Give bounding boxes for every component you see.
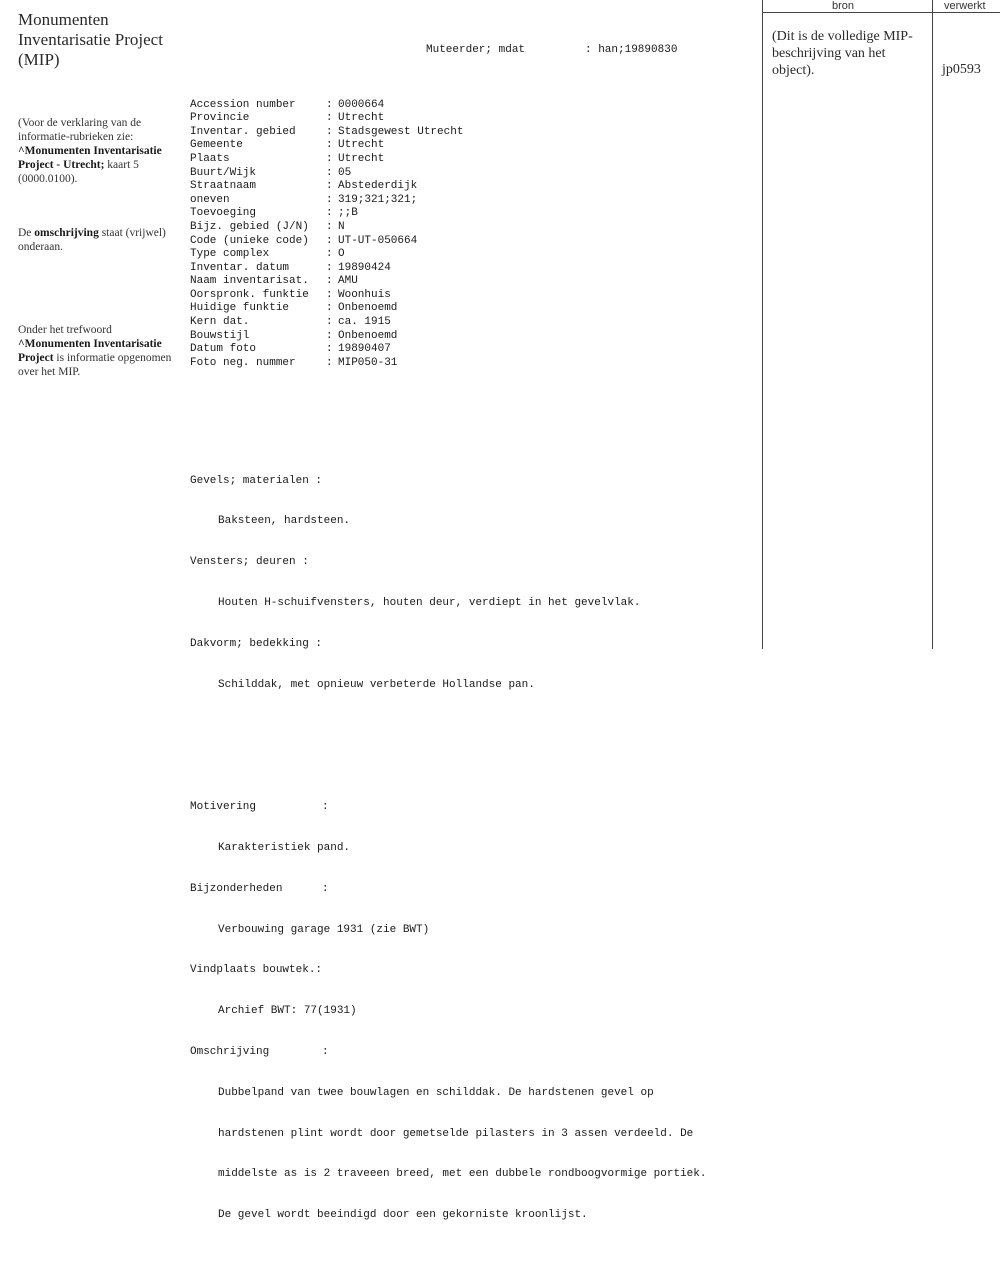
omschrijving-line-1: Dubbelpand van twee bouwlagen en schilddak. De hardstenen gevel op xyxy=(218,1086,654,1099)
field-value: Utrecht xyxy=(338,112,385,125)
record-field-row xyxy=(190,289,750,303)
field-separator: : xyxy=(326,248,333,261)
field-value: Utrecht xyxy=(338,139,385,152)
field-value: 319;321;321; xyxy=(338,193,418,206)
record-field-row xyxy=(190,112,750,126)
field-value: AMU xyxy=(338,275,358,288)
column-divider-bron xyxy=(762,0,763,649)
vindplaats-label: Vindplaats bouwtek.: xyxy=(190,964,323,977)
field-value: ;;B xyxy=(338,207,358,220)
page-title: Monumenten Inventarisatie Project (MIP) xyxy=(18,10,163,69)
motivering-section xyxy=(190,774,750,1250)
field-key: Toevoeging xyxy=(190,207,257,220)
field-value: Onbenoemd xyxy=(338,302,398,315)
field-value: UT-UT-050664 xyxy=(338,234,418,247)
record-field-row xyxy=(190,302,750,316)
note-text: De xyxy=(18,227,32,239)
field-separator: : xyxy=(326,166,333,179)
field-key: Bouwstijl xyxy=(190,329,250,342)
muteerder-label: Muteerder; mdat xyxy=(426,44,526,57)
field-separator: : xyxy=(326,112,333,125)
motivering-value: Karakteristiek pand. xyxy=(218,842,351,855)
record-block xyxy=(190,17,750,1263)
field-separator: : xyxy=(326,343,333,356)
field-separator: : xyxy=(326,98,333,111)
record-field-row xyxy=(190,180,750,194)
info-note-text: (Voor de verklaring van de informatie-rubrieken zie: xyxy=(18,117,142,143)
field-value: Abstederdijk xyxy=(338,180,418,193)
field-separator: : xyxy=(326,207,333,220)
field-separator: : xyxy=(326,302,333,315)
verwerkt-header: verwerkt xyxy=(944,0,986,12)
omschrijving-label: Omschrijving : xyxy=(190,1045,329,1058)
record-field-row xyxy=(190,248,750,262)
dakvorm-value: Schilddak, met opnieuw verbeterde Hollandse pan. xyxy=(218,678,535,691)
field-key: Plaats xyxy=(190,152,230,165)
header-divider xyxy=(762,12,1000,13)
field-value: MIP050-31 xyxy=(338,356,398,369)
bron-text: (Dit is de volledige MIP-beschrijving van het object). xyxy=(772,29,913,78)
field-key: Buurt/Wijk xyxy=(190,166,257,179)
field-key: Inventar. datum xyxy=(190,261,290,274)
field-key: Huidige funktie xyxy=(190,302,290,315)
bijzonderheden-label: Bijzonderheden : xyxy=(190,882,329,895)
record-field-row xyxy=(190,235,750,249)
record-field-row xyxy=(190,262,750,276)
field-value: Woonhuis xyxy=(338,288,391,301)
verwerkt-text: jp0593 xyxy=(942,62,981,77)
field-key: Type complex xyxy=(190,248,270,261)
record-field-row xyxy=(190,343,750,357)
note-text-2: staat (vrijwel) onderaan. xyxy=(18,227,166,253)
gevels-section xyxy=(190,447,750,719)
field-key: Code (unieke code) xyxy=(190,234,309,247)
omschrijving-note xyxy=(18,226,178,254)
record-field-row xyxy=(190,153,750,167)
record-field-row xyxy=(190,126,750,140)
note-text-2: is informatie opgenomen over het MIP. xyxy=(18,352,172,378)
record-fields xyxy=(190,44,750,397)
field-key: Gemeente xyxy=(190,139,243,152)
field-separator: : xyxy=(326,139,333,152)
field-key: Kern dat. xyxy=(190,316,250,329)
field-key: Inventar. gebied xyxy=(190,125,296,138)
gevels-label: Gevels; materialen : xyxy=(190,474,323,487)
info-note xyxy=(18,116,178,186)
record-field-row xyxy=(190,330,750,344)
note-bold: omschrijving xyxy=(34,227,99,239)
field-separator: : xyxy=(326,261,333,274)
field-value: 19890407 xyxy=(338,343,391,356)
field-separator: : xyxy=(326,180,333,193)
mip-utrecht-link[interactable]: ^Monumenten Inventarisatie Project - Utrecht; xyxy=(18,145,162,171)
record-field-row xyxy=(190,357,750,371)
field-separator: : xyxy=(326,193,333,206)
mip-link[interactable]: ^Monumenten Inventarisatie Project xyxy=(18,338,162,364)
record-field-row xyxy=(190,194,750,208)
motivering-label: Motivering : xyxy=(190,801,329,814)
field-separator: : xyxy=(326,275,333,288)
vensters-value: Houten H-schuifvensters, houten deur, verdiept in het gevelvlak. xyxy=(218,596,641,609)
field-key: Naam inventarisat. xyxy=(190,275,309,288)
field-value: ca. 1915 xyxy=(338,316,391,329)
record-field-row xyxy=(190,221,750,235)
muteerder-value: : han;19890830 xyxy=(585,44,678,57)
field-value: Onbenoemd xyxy=(338,329,398,342)
omschrijving-line-4: De gevel wordt beeindigd door een gekorniste kroonlijst. xyxy=(218,1209,588,1222)
field-separator: : xyxy=(326,234,333,247)
bijzonderheden-value: Verbouwing garage 1931 (zie BWT) xyxy=(218,923,430,936)
field-value: 0000664 xyxy=(338,98,385,111)
bron-header: bron xyxy=(832,0,855,12)
field-separator: : xyxy=(326,316,333,329)
field-value: N xyxy=(338,220,345,233)
trefwoord-note xyxy=(18,323,178,379)
record-field-row xyxy=(190,99,750,113)
dakvorm-label: Dakvorm; bedekking : xyxy=(190,637,323,650)
field-value: 05 xyxy=(338,166,352,179)
field-separator: : xyxy=(326,125,333,138)
record-field-row xyxy=(190,316,750,330)
field-value: Utrecht xyxy=(338,152,385,165)
record-field-row xyxy=(190,167,750,181)
record-field-row xyxy=(190,207,750,221)
field-key: Foto neg. nummer xyxy=(190,356,296,369)
field-key: Bijz. gebied (J/N) xyxy=(190,220,309,233)
omschrijving-line-3: middelste as is 2 traveeen breed, met een dubbele rondboogvormige portiek. xyxy=(218,1168,707,1181)
gevels-value: Baksteen, hardsteen. xyxy=(218,515,351,528)
info-note-kaart: kaart 5 (0000.0100). xyxy=(18,159,139,185)
field-separator: : xyxy=(326,152,333,165)
field-value: 19890424 xyxy=(338,261,391,274)
field-key: Oorspronk. funktie xyxy=(190,288,309,301)
field-separator: : xyxy=(326,329,333,342)
vindplaats-value: Archief BWT: 77(1931) xyxy=(218,1005,357,1018)
column-divider-verwerkt xyxy=(932,0,933,649)
record-field-row xyxy=(190,139,750,153)
field-key: Datum foto xyxy=(190,343,257,356)
note-text: Onder het trefwoord xyxy=(18,324,112,336)
omschrijving-line-2: hardstenen plint wordt door gemetselde pilasters in 3 assen verdeeld. De xyxy=(218,1127,694,1140)
field-value: O xyxy=(338,248,345,261)
field-separator: : xyxy=(326,220,333,233)
field-value: Stadsgewest Utrecht xyxy=(338,125,464,138)
field-key: oneven xyxy=(190,193,230,206)
record-field-row xyxy=(190,275,750,289)
field-separator: : xyxy=(326,356,333,369)
field-key: Straatnaam xyxy=(190,180,257,193)
field-key: Accession number xyxy=(190,98,296,111)
vensters-label: Vensters; deuren : xyxy=(190,556,309,569)
field-separator: : xyxy=(326,288,333,301)
field-key: Provincie xyxy=(190,112,250,125)
